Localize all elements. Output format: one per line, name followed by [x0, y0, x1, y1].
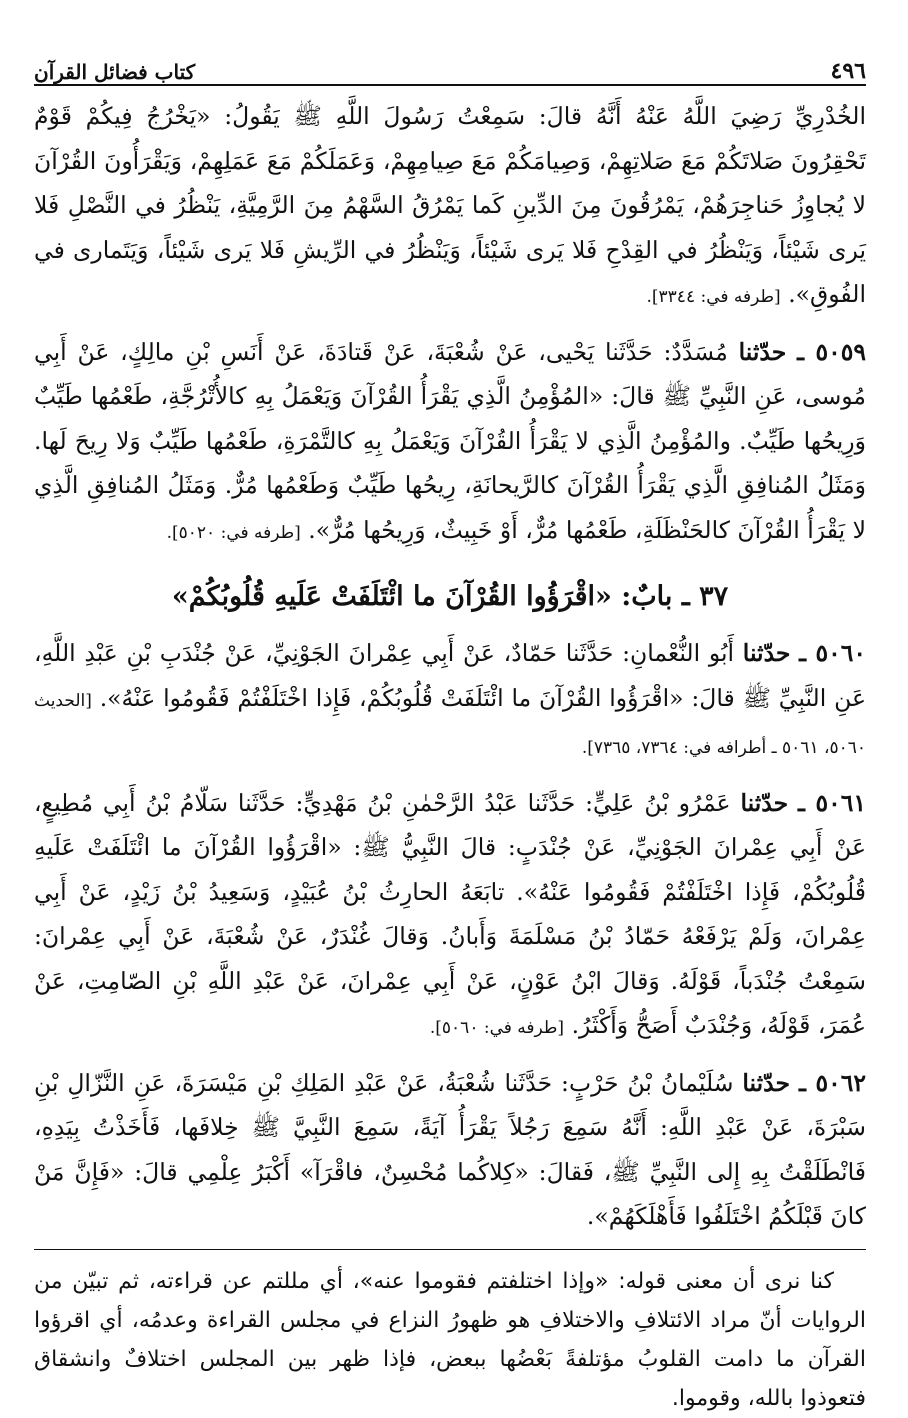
hadith-number: ٥٠٥٩ ـ [797, 337, 866, 366]
hadith-5059 [34, 330, 866, 556]
hadith-5062 [34, 1061, 866, 1239]
hadith-text: عَمْرُو بْنُ عَلِيٍّ: حَدَّثَنا عَبْدُ الرَّحْمٰنِ بْنُ مَهْدِيٍّ: حَدَّثَنا سَلّامُ بْنُ أَبِي مُطِيعٍ، عَنْ أَبِي عِمْرانَ الجَوْنِيِّ، عَنْ جُنْدَبٍ: قالَ النَّبِيُّ ﷺ: «اقْرَؤُوا القُرْآنَ ما ائْتَلَفَتْ عَلَيهِ قُلُوبُكُمْ، فَإِذا اخْتَلَفْتُمْ فَقُومُوا عَنْهُ». تابَعَهُ الحارِثُ بْنُ عُبَيْدٍ، وَسَعِيدُ بْنُ زَيْدٍ، عَنْ أَبِي عِمْرانَ، وَلَمْ يَرْفَعْهُ حَمّادُ بْنُ مَسْلَمَةَ وَأَبانُ. وَقالَ غُنْدَرٌ، عَنْ شُعْبَةَ، عَنْ أَبِي عِمْرانَ: سَمِعْتُ جُنْدَباً، قَوْلَهُ. وَقالَ ابْنُ عَوْنٍ، عَنْ أَبِي عِمْرانَ، عَنْ عَبْدِ اللَّهِ بْنِ الصّامِتِ، عَنْ عُمَرَ، قَوْلَهُ، وَجُنْدَبٌ أَصَحُّ وَأَكْثَرُ. [34, 788, 866, 1039]
continuation-paragraph [34, 94, 866, 320]
hadith-5060 [34, 631, 866, 771]
commentary-paragraph: كنا نرى أن معنى قوله: «وإذا اختلفتم فقوموا عنه»، أي مللتم عن قراءته، ثم تبيّن من الروايات أنّ مراد الائتلافِ والاختلافِ هو ظهورُ النزاع في مجلس القراءة وعدمُه، أي اقرؤوا القرآن ما دامت القلوبُ مؤتلفةً بَعْضُها ببعض، فإذا ظهر بين المجلس اختلافٌ وانشقاق فتعوذوا بالله، وقوموا. [34, 1268, 866, 1411]
cross-reference: [طرفه في: ٣٣٤٤]. [646, 287, 781, 307]
cross-reference: [الحديث ٥٠٦٠، ٥٠٦١ ـ أطرافه في: ٧٣٦٤، ٧٣٦٥]. [34, 690, 866, 758]
page-number: ٤٩٦ [830, 58, 866, 84]
book-title: كتاب فضائل القرآن [34, 60, 196, 84]
hadith-lead: حدّثنا [742, 1068, 791, 1097]
commentary-divider [34, 1249, 866, 1250]
hadith-number: ٥٠٦٠ ـ [799, 639, 866, 667]
cross-reference: [طرفه في: ٥٠٦٠]. [429, 1018, 565, 1038]
hadith-lead: حدّثنا [740, 788, 789, 817]
page-header [34, 42, 866, 86]
hadith-lead: حدّثنا [738, 337, 787, 366]
hadith-number: ٥٠٦٢ ـ [798, 1068, 866, 1097]
hadith-lead: حدّثنا [742, 639, 791, 667]
hadith-text: مُسَدَّدٌ: حَدَّثَنا يَحْيى، عَنْ شُعْبَةَ، عَنْ قَتادَةَ، عَنْ أَنَسِ بْنِ مالِكٍ، عَنْ أَبِي مُوسى، عَنِ النَّبِيِّ ﷺ قالَ: «المُؤْمِنُ الَّذِي يَقْرَأُ القُرْآنَ وَيَعْمَلُ بِهِ كالأُتْرُجَّةِ، طَعْمُها طَيِّبٌ وَرِيحُها طَيِّبٌ. والمُؤْمِنُ الَّذِي لا يَقْرَأُ القُرْآنَ وَيَعْمَلُ بِهِ كالتَّمْرَةِ، طَعْمُها طَيِّبٌ وَلا رِيحَ لَها. وَمَثَلُ المُنافِقِ الَّذِي يَقْرَأُ القُرْآنَ كالرَّيحانَةِ، رِيحُها طَيِّبٌ وَطَعْمُها مُرٌّ. وَمَثَلُ المُنافِقِ الَّذِي لا يَقْرَأُ القُرْآنَ كالحَنْظَلَةِ، طَعْمُها مُرٌّ، أَوْ خَبِيثٌ، وَرِيحُها مُرٌّ». [34, 337, 866, 544]
chapter-heading: ٣٧ ـ بابٌ: «اقْرَؤُوا القُرْآنَ ما ائْتَلَفَتْ عَلَيهِ قُلُوبُكُمْ» [171, 581, 729, 612]
hadith-text: أَبُو النُّعْمانِ: حَدَّثَنا حَمّادٌ، عَنْ أَبِي عِمْرانَ الجَوْنِيِّ، عَنْ جُنْدَبِ بْنِ عَبْدِ اللَّهِ، عَنِ النَّبِيِّ ﷺ قالَ: «اقْرَؤُوا القُرْآنَ ما ائْتَلَفَتْ قُلُوبُكُمْ، فَإِذا اخْتَلَفْتُمْ فَقُومُوا عَنْهُ». [34, 639, 866, 712]
hadith-5061 [34, 781, 866, 1051]
cross-reference: [طرفه في: ٥٠٢٠]. [166, 522, 301, 543]
continuation-text: الخُدْرِيِّ رَضِيَ اللَّهُ عَنْهُ أَنَّهُ قالَ: سَمِعْتُ رَسُولَ اللَّهِ ﷺ يَقُولُ: «يَخْرُجُ فِيكُمْ قَوْمٌ تَحْقِرُونَ صَلاتَكُمْ مَعَ صَلاتِهِمْ، وَصِيامَكُمْ مَعَ صِيامِهِمْ، وَعَمَلَكُمْ مَعَ عَمَلِهِمْ، وَيَقْرَأُونَ القُرْآنَ لا يُجاوِزُ حَناجِرَهُمْ، يَمْرُقُونَ مِنَ الدِّينِ كَما يَمْرُقُ السَّهْمُ مِنَ الرَّمِيَّةِ، يَنْظُرُ في النَّصْلِ فَلا يَرى شَيْئاً، وَيَنْظُرُ في القِدْحِ فَلا يَرى شَيْئاً، وَيَنْظُرُ في الرِّيشِ فَلا يَرى شَيْئاً، وَيَتَمارى في الفُوقِ». [34, 102, 866, 308]
hadith-number: ٥٠٦١ ـ [798, 788, 866, 817]
hadith-text: سُلَيْمانُ بْنُ حَرْبٍ: حَدَّثَنا شُعْبَةُ، عَنْ عَبْدِ المَلِكِ بْنِ مَيْسَرَةَ، عَنِ النَّزّالِ بْنِ سَبْرَةَ، عَنْ عَبْدِ اللَّهِ: أَنَّهُ سَمِعَ رَجُلاً يَقْرَأُ آيَةً، سَمِعَ النَّبِيَّ ﷺ خِلافَها، فَأَخَذْتُ بِيَدِهِ، فَانْطَلَقْتُ بِهِ إِلى النَّبِيِّ ﷺ، فَقالَ: «كِلاكُما مُحْسِنٌ، فاقْرَآ» أَكْبَرُ عِلْمِي قالَ: «فَإِنَّ مَنْ كانَ قَبْلَكُمُ اخْتَلَفُوا فَأَهْلَكَهُمْ». [34, 1068, 866, 1230]
